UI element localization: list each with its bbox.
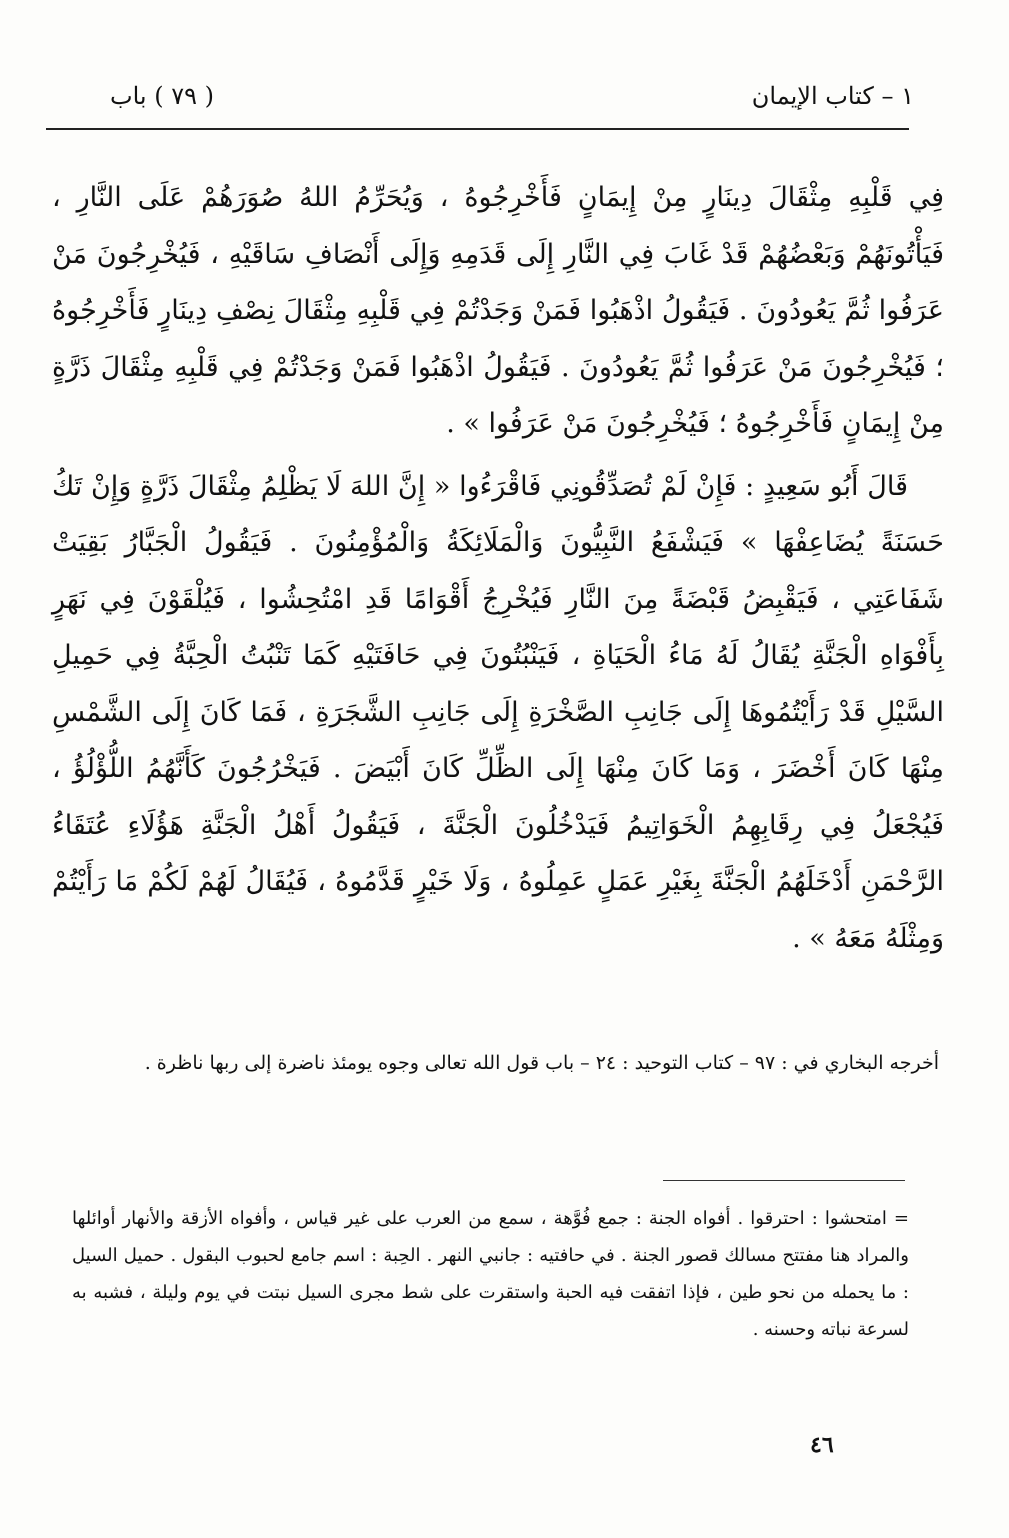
footnotes <box>72 1200 909 1348</box>
footnote-divider <box>663 1180 905 1181</box>
paragraph: فِي قَلْبِهِ مِثْقَالَ دِينَارٍ مِنْ إِيمَانٍ فَأَخْرِجُوهُ ، وَيُحَرِّمُ اللهُ صُوَرَهُمْ عَلَى النَّارِ ، فَيَأْتُونَهُمْ وَبَعْضُهُمْ قَدْ غَابَ فِي النَّارِ إِلَى قَدَمِهِ وَإِلَى أَنْصَافِ سَاقَيْهِ ، فَيُخْرِجُونَ مَنْ عَرَفُوا ثُمَّ يَعُودُونَ . فَيَقُولُ اذْهَبُوا فَمَنْ وَجَدْتُمْ فِي قَلْبِهِ مِثْقَالَ نِصْفِ دِينَارٍ فَأَخْرِجُوهُ ؛ فَيُخْرِجُونَ مَنْ عَرَفُوا ثُمَّ يَعُودُونَ . فَيَقُولُ اذْهَبُوا فَمَنْ وَجَدْتُمْ فِي قَلْبِهِ مِثْقَالَ ذَرَّةٍ مِنْ إِيمَانٍ فَأَخْرِجُوهُ ؛ فَيُخْرِجُونَ مَنْ عَرَفُوا » . <box>52 182 944 439</box>
section-label: ( ٧٩ ) باب <box>110 82 214 110</box>
hadith-text <box>52 170 944 967</box>
page-number: ٤٦ <box>810 1432 834 1458</box>
source-note: أخرجه البخاري في : ٩٧ – كتاب التوحيد : ٢٤ – باب قول الله تعالى وجوه يومئذ ناضرة إلى ربها ناظرة . <box>144 1052 939 1074</box>
footnote: = امتحشوا : احترقوا . أفواه الجنة : جمع فُوَّهة ، سمع من العرب على غير قياس ، وأفواه الأزقة والأنهار أوائلها والمراد هنا مفتتح مسالك قصور الجنة . في حافتيه : جانبي النهر . الحِبة : اسم جامع لحبوب البقول . حميل السيل : ما يحمله من نحو طين ، فإذا اتفقت فيه الحبة واستقرت على شط مجرى السيل نبتت في يوم وليلة ، فشبه به لسرعة نباته وحسنه . <box>72 1208 909 1340</box>
header-divider <box>46 128 909 130</box>
chapter-title: ١ – كتاب الإيمان <box>751 82 914 110</box>
running-header <box>110 82 914 132</box>
paragraph: قَالَ أَبُو سَعِيدٍ : فَإِنْ لَمْ تُصَدِّقُونِي فَاقْرَءُوا « إِنَّ اللهَ لَا يَظْلِمُ مِثْقَالَ ذَرَّةٍ وَإِنْ تَكُ حَسَنَةً يُضَاعِفْهَا » فَيَشْفَعُ النَّبِيُّونَ وَالْمَلَائِكَةُ وَالْمُؤْمِنُونَ . فَيَقُولُ الْجَبَّارُ بَقِيَتْ شَفَاعَتِي ، فَيَقْبِضُ قَبْضَةً مِنَ النَّارِ فَيُخْرِجُ أَقْوَامًا قَدِ امْتُحِشُوا ، فَيُلْقَوْنَ فِي نَهَرٍ بِأَفْوَاهِ الْجَنَّةِ يُقَالُ لَهُ مَاءُ الْحَيَاةِ ، فَيَنْبُتُونَ فِي حَافَتَيْهِ كَمَا تَنْبُتُ الْحِبَّةُ فِي حَمِيلِ السَّيْلِ قَدْ رَأَيْتُمُوهَا إِلَى جَانِبِ الصَّخْرَةِ إِلَى جَانِبِ الشَّجَرَةِ ، فَمَا كَانَ إِلَى الشَّمْسِ مِنْهَا كَانَ أَخْضَرَ ، وَمَا كَانَ مِنْهَا إِلَى الظِّلِّ كَانَ أَبْيَضَ . فَيَخْرُجُونَ كَأَنَّهُمُ اللُّؤْلُؤُ ، فَيُجْعَلُ فِي رِقَابِهِمُ الْخَوَاتِيمُ فَيَدْخُلُونَ الْجَنَّةَ ، فَيَقُولُ أَهْلُ الْجَنَّةِ هَؤُلَاءِ عُتَقَاءُ الرَّحْمَنِ أَدْخَلَهُمُ الْجَنَّةَ بِغَيْرِ عَمَلٍ عَمِلُوهُ ، وَلَا خَيْرٍ قَدَّمُوهُ ، فَيُقَالُ لَهُمْ لَكُمْ مَا رَأَيْتُمْ وَمِثْلَهُ مَعَهُ » . <box>52 470 944 954</box>
